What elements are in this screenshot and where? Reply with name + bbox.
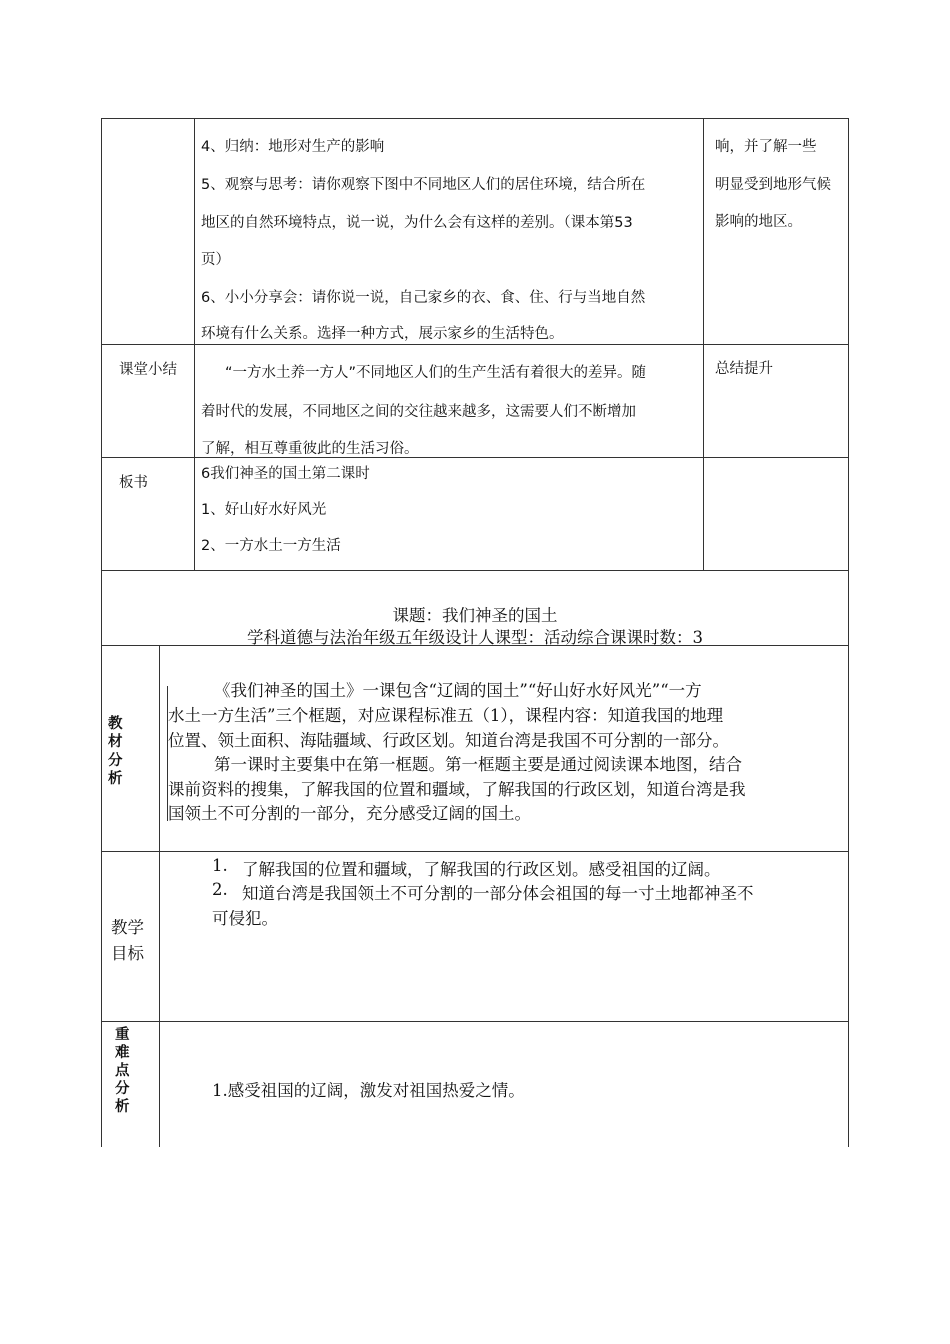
table-border xyxy=(101,645,849,646)
table-border xyxy=(194,118,195,570)
activity-item: 页） xyxy=(201,252,230,268)
keypoints-label-char: 点 xyxy=(115,1063,130,1079)
material-text: 课前资料的搜集，了解我国的位置和疆域，了解我国的行政区划，知道台湾是我 xyxy=(168,780,746,799)
material-text: 第一课时主要集中在第一框题。第一框题主要是通过阅读课本地图，结合 xyxy=(214,755,742,774)
material-text: 《我们神圣的国土》一课包含“辽阔的国土”“好山好水好风光”“一方 xyxy=(214,681,702,700)
lesson-title: 课题：我们神圣的国土 xyxy=(392,606,558,625)
material-label-char: 分 xyxy=(108,753,123,769)
table-border xyxy=(101,851,849,852)
table-border xyxy=(101,118,849,119)
keypoints-label-char: 重 xyxy=(115,1027,130,1043)
activity-item: 环境有什么关系。选择一种方式，展示家乡的生活特色。 xyxy=(201,326,564,342)
summary-purpose: 总结提升 xyxy=(715,361,773,377)
blackboard-label: 板书 xyxy=(119,475,148,491)
design-intent-text: 影响的地区。 xyxy=(715,214,802,230)
goal-number: 2. xyxy=(212,880,228,899)
summary-text: 着时代的发展，不同地区之间的交往越来越多，这需要人们不断增加 xyxy=(201,404,636,420)
activity-item: 5、观察与思考：请你观察下图中不同地区人们的居住环境，结合所在 xyxy=(201,177,646,193)
table-border xyxy=(101,1021,849,1022)
table-border xyxy=(159,645,160,1147)
material-text: 国领土不可分割的一部分，充分感受辽阔的国土。 xyxy=(168,804,531,823)
blackboard-line: 1、好山好水好风光 xyxy=(201,502,327,518)
table-border xyxy=(101,344,849,345)
summary-text: 了解，相互尊重彼此的生活习俗。 xyxy=(201,441,419,457)
blackboard-line: 2、一方水土一方生活 xyxy=(201,538,341,554)
keypoints-label-char: 析 xyxy=(115,1099,130,1115)
table-border xyxy=(101,570,849,571)
goal-text: 知道台湾是我国领土不可分割的一部分体会祖国的每一寸土地都神圣不 xyxy=(242,884,754,903)
goals-label: 目标 xyxy=(111,944,144,963)
lesson-meta: 学科道德与法治年级五年级设计人课型：活动综合课课时数：3 xyxy=(247,628,703,647)
activity-item: 地区的自然环境特点，说一说，为什么会有这样的差别。（课本第53 xyxy=(201,215,633,231)
goals-label: 教学 xyxy=(111,918,144,937)
goal-text: 了解我国的位置和疆域，了解我国的行政区划。感受祖国的辽阔。 xyxy=(242,860,721,879)
goal-number: 1. xyxy=(212,856,228,875)
keypoints-label-char: 难 xyxy=(115,1045,130,1061)
blackboard-line: 6我们神圣的国土第二课时 xyxy=(201,466,370,482)
material-label-char: 教 xyxy=(108,716,123,732)
design-intent-text: 响，并了解一些 xyxy=(715,139,817,155)
activity-item: 4、归纳：地形对生产的影响 xyxy=(201,139,385,155)
table-border xyxy=(703,118,704,570)
material-label-char: 析 xyxy=(108,771,123,787)
material-text: 位置、领土面积、海陆疆域、行政区划。知道台湾是我国不可分割的一部分。 xyxy=(168,731,729,750)
material-text: 水土一方生活”三个框题，对应课程标准五（1），课程内容：知道我国的地理 xyxy=(168,706,724,725)
keypoints-label-char: 分 xyxy=(115,1081,130,1097)
design-intent-text: 明显受到地形气候 xyxy=(715,177,831,193)
keypoint-text: 1.感受祖国的辽阔，激发对祖国热爱之情。 xyxy=(212,1081,525,1100)
summary-label: 课堂小结 xyxy=(119,362,177,378)
goal-text: 可侵犯。 xyxy=(212,909,278,928)
material-label-char: 材 xyxy=(108,734,123,750)
summary-text: “一方水土养一方人”不同地区人们的生产生活有着很大的差异。随 xyxy=(225,365,647,381)
activity-item: 6、小小分享会：请你说一说，自己家乡的衣、食、住、行与当地自然 xyxy=(201,290,646,306)
